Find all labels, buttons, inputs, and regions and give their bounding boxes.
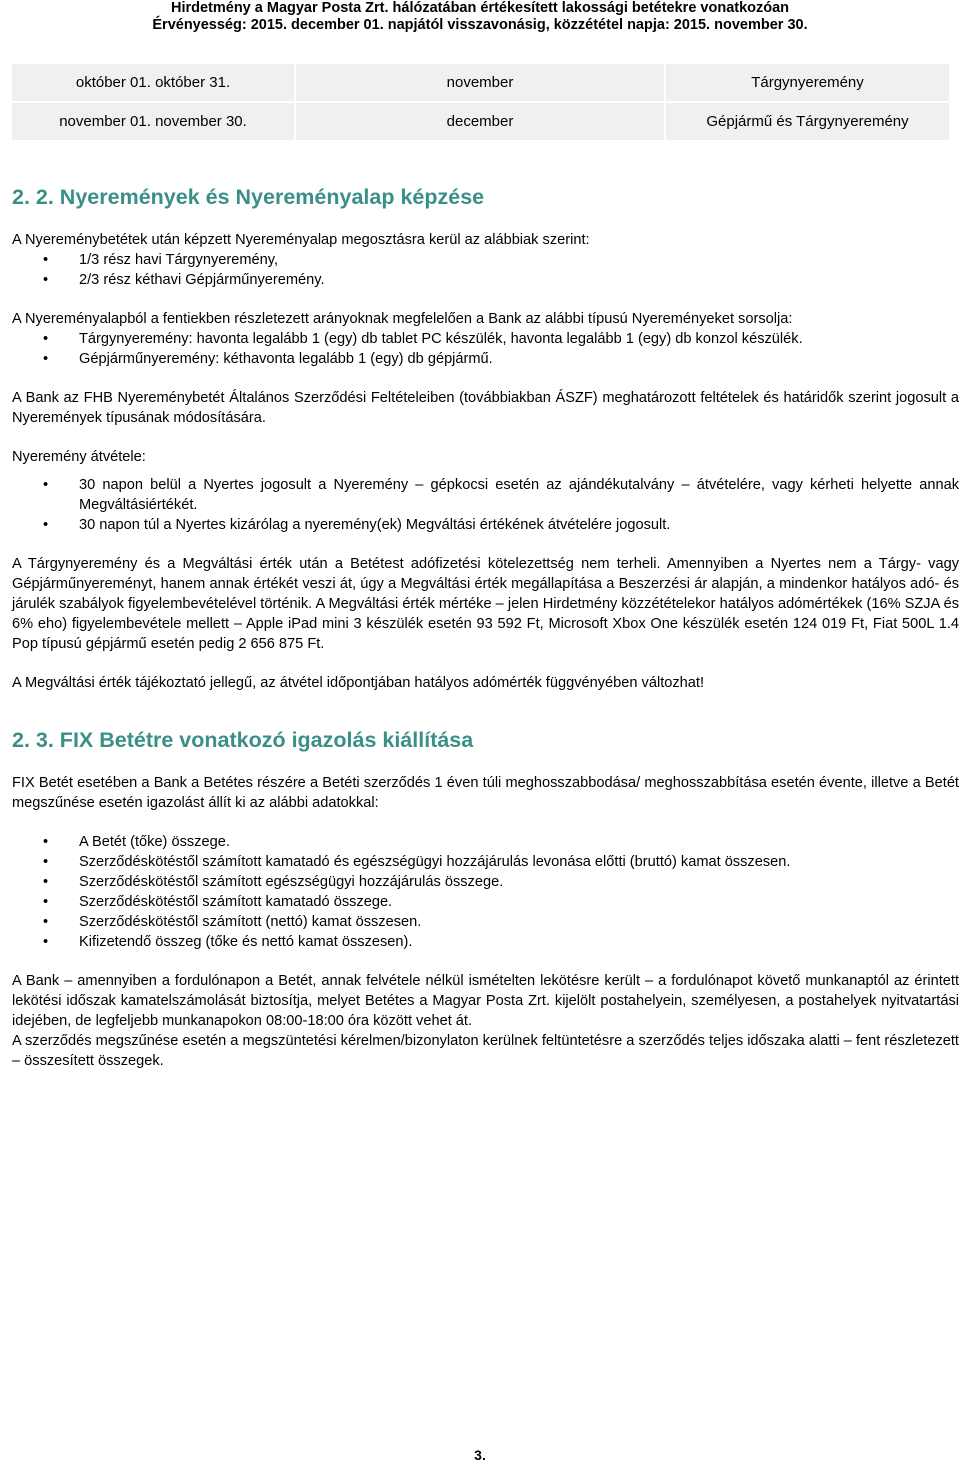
bullet-list	[12, 832, 959, 952]
header-validity: Érvényesség: 2015. december 01. napjától visszavonásig, közzététel napja: 2015. november 30.	[152, 17, 808, 33]
paragraph: A Megváltási érték tájékoztató jellegű, az átvétel időpontjában hatályos adómérték függvényében változhat!	[12, 675, 705, 691]
list-item-text: Kifizetendő összeg (tőke és nettó kamat összesen).	[79, 934, 413, 950]
bullet-list	[12, 475, 959, 535]
paragraph: A Bank az FHB Nyereménybetét Általános Szerződési Feltételeiben (továbbiakban ÁSZF) meghatározott feltételek és határidők szerint jogosult a Nyeremények típusának módosítására.	[12, 390, 959, 426]
bullet-icon: •	[43, 874, 49, 890]
list-item-text: Szerződéskötéstől számított kamatadó és egészségügyi hozzájárulás levonása előtti (bruttó) kamat összesen.	[79, 854, 791, 870]
table-cell-month: december	[295, 102, 665, 140]
bullet-list	[12, 250, 959, 290]
list-item-text: 2/3 rész kéthavi Gépjárműnyeremény.	[79, 272, 325, 288]
document-body	[12, 184, 959, 1071]
list-item-text: Tárgynyeremény: havonta legalább 1 (egy) db tablet PC készülék, havonta legalább 1 (egy) db konzol készülék.	[79, 331, 803, 347]
list-item-text: Szerződéskötéstől számított egészségügyi hozzájárulás összege.	[79, 874, 504, 890]
bullet-icon: •	[43, 934, 49, 950]
list-item	[12, 872, 959, 892]
bullet-icon: •	[43, 331, 49, 347]
table-cell-period: október 01. október 31.	[12, 64, 295, 102]
document-header	[0, 0, 960, 34]
table-row	[12, 102, 949, 140]
table-row	[12, 64, 949, 102]
section-title: 2. 3. FIX Betétre vonatkozó igazolás kiállítása	[12, 728, 474, 752]
table-cell-month: november	[295, 64, 665, 102]
list-item-text: 30 napon túl a Nyertes kizárólag a nyeremény(ek) Megváltási értékének átvételére jogosult.	[79, 517, 671, 533]
list-item-text: 1/3 rész havi Tárgynyeremény,	[79, 252, 278, 268]
bullet-icon: •	[43, 834, 49, 850]
list-item	[12, 892, 959, 912]
list-item	[12, 349, 959, 369]
table-cell-prize: Gépjármű és Tárgynyeremény	[665, 102, 949, 140]
list-item-text: Szerződéskötéstől számított (nettó) kamat összesen.	[79, 914, 422, 930]
header-title: Hirdetmény a Magyar Posta Zrt. hálózatában értékesített lakossági betétekre vonatkozóan	[170, 0, 790, 16]
paragraph: A szerződés megszűnése esetén a megszüntetési kérelmen/bizonylaton kerülnek feltüntetésre a szerződés teljes időszaka alatti – fent részletezett – összesített összegek.	[12, 1033, 959, 1069]
bullet-icon: •	[43, 477, 49, 493]
bullet-icon: •	[43, 252, 49, 268]
table-cell-prize: Tárgynyeremény	[665, 64, 949, 102]
list-item	[12, 270, 959, 290]
draw-schedule-table	[12, 64, 949, 140]
list-item-text: Szerződéskötéstől számított kamatadó összege.	[79, 894, 393, 910]
bullet-icon: •	[43, 854, 49, 870]
page-number: 3.	[474, 1447, 486, 1463]
list-item-text: A Betét (tőke) összege.	[79, 834, 230, 850]
list-item-text: Gépjárműnyeremény: kéthavonta legalább 1 (egy) db gépjármű.	[79, 351, 493, 367]
list-item	[12, 475, 959, 515]
bullet-icon: •	[43, 894, 49, 910]
bullet-icon: •	[43, 272, 49, 288]
list-item	[12, 515, 959, 535]
bullet-icon: •	[43, 914, 49, 930]
list-item	[12, 912, 959, 932]
paragraph: FIX Betét esetében a Bank a Betétes részére a Betéti szerződés 1 éven túli meghosszabbodása/ meghosszabbítása esetén évente, illetve a Betét megszűnése esetén igazolást állít ki az alábbi adatokkal:	[12, 775, 959, 811]
list-item	[12, 329, 959, 349]
paragraph: A Nyereménybetétek után képzett Nyereményalap megosztásra kerül az alábbiak szerint:	[12, 232, 590, 248]
table-cell-period: november 01. november 30.	[12, 102, 295, 140]
list-item-text: 30 napon belül a Nyertes jogosult a Nyeremény – gépkocsi esetén az ajándékutalvány – átvételére, vagy kérheti helyette annak Megváltásiértékét.	[79, 477, 959, 513]
list-item	[12, 852, 959, 872]
section-title: 2. 2. Nyeremények és Nyereményalap képzése	[12, 185, 485, 209]
list-item	[12, 250, 959, 270]
bullet-icon: •	[43, 517, 49, 533]
list-item	[12, 832, 959, 852]
bullet-list	[12, 329, 959, 369]
paragraph: A Bank – amennyiben a fordulónapon a Betét, annak felvétele nélkül ismételten lekötésre került – a fordulónapot követő munkanaptól az érintett lekötési időszak kamatelszámolását biztosítja, melyet Betétes a Magyar Posta Zrt. kijelölt postahelyein, személyesen, a postahelyek nyitvatartási idejében, de legfeljebb munkanapokon 08:00-18:00 óra között vehet át.	[12, 973, 959, 1029]
paragraph: A Nyereményalapból a fentiekben részletezett arányoknak megfelelően a Bank az alábbi típusú Nyereményeket sorsolja:	[12, 311, 793, 327]
list-item	[12, 932, 959, 952]
bullet-icon: •	[43, 351, 49, 367]
paragraph: Nyeremény átvétele:	[12, 449, 146, 465]
paragraph: A Tárgynyeremény és a Megváltási érték után a Betétest adófizetési kötelezettség nem terheli. Amennyiben a Nyertes nem a Tárgy- vagy Gépjárműnyereményt, hanem annak értékét veszi át, úgy a Megváltási érték megállapítása a Beszerzési ár alapján, a mindenkor hatályos adó- és járulék szabályok figyelembevételével történik. A Megváltási érték mértéke – jelen Hirdetmény közzétételekor hatályos adómértékek (16% SZJA és 6% eho) figyelembevétele mellett – Apple iPad mini 3 készülék esetén 93 592 Ft, Microsoft Xbox One készülék esetén 124 019 Ft, Fiat 500L 1.4 Pop típusú gépjármű esetén pedig 2 656 875 Ft.	[12, 556, 959, 652]
